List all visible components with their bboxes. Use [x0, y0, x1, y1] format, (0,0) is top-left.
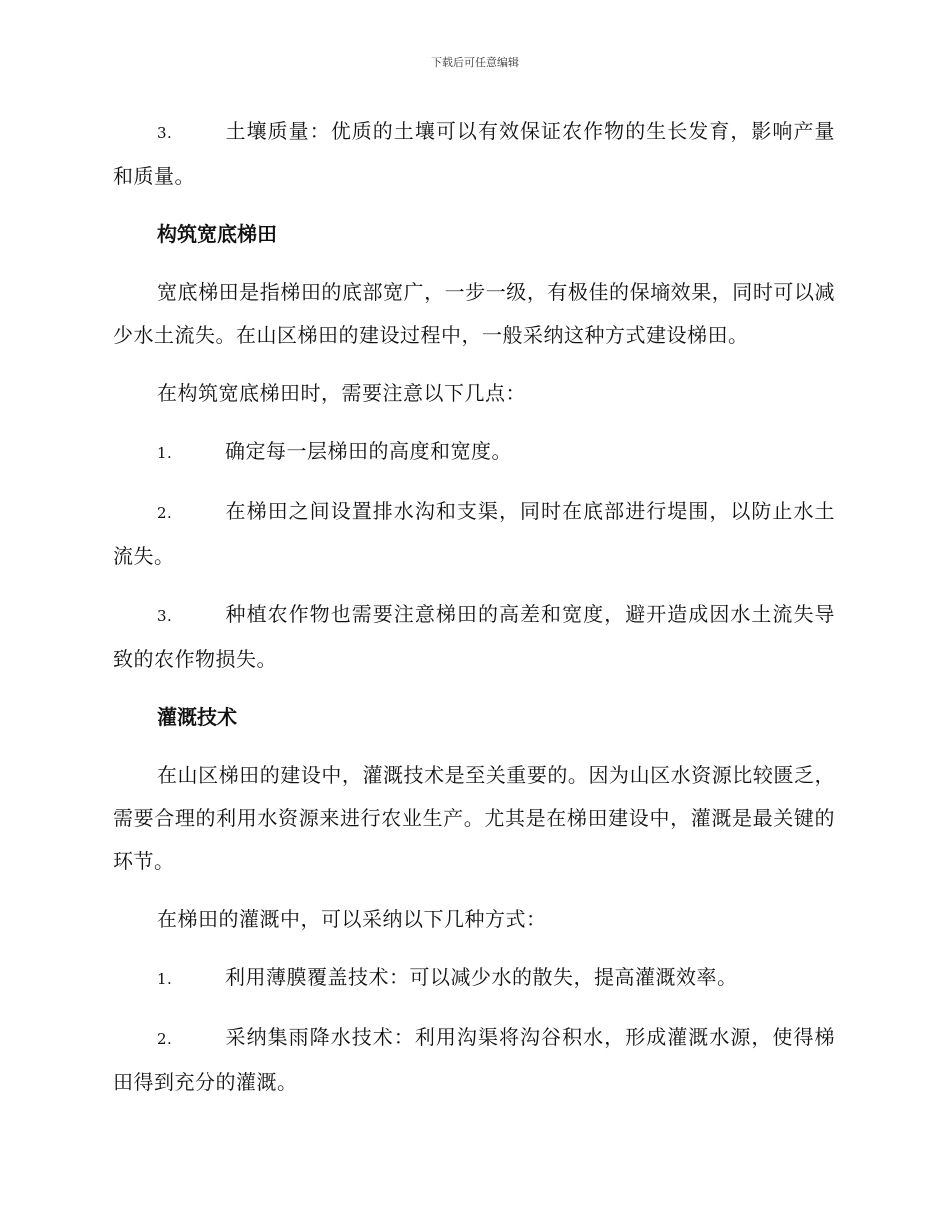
section-heading-irrigation: 灌溉技术 [157, 705, 237, 729]
list-number: 3. [157, 124, 173, 142]
list-number: 1. [157, 444, 173, 462]
list-item [113, 1016, 835, 1104]
list-number: 3. [157, 607, 173, 625]
list-text: 采纳集雨降水技术：利用沟渠将沟谷积水，形成灌溉水源，使得梯田得到充分的灌溉。 [113, 1025, 835, 1094]
paragraph: 在山区梯田的建设中，灌溉技术是至关重要的。因为山区水资源比较匮乏，需要合理的利用水资源来进行农业生产。尤其是在梯田建设中，灌溉是最关键的环节。 [113, 763, 835, 873]
list-number: 2. [157, 1030, 173, 1048]
list-number: 1. [157, 970, 173, 988]
document-body [113, 110, 835, 1119]
list-item [113, 956, 835, 1001]
list-number: 2. [157, 504, 173, 522]
list-text: 确定每一层梯田的高度和宽度。 [225, 439, 512, 463]
list-text: 种植农作物也需要注意梯田的高差和宽度，避开造成因水土流失导致的农作物损失。 [113, 602, 835, 671]
paragraph: 在构筑宽底梯田时，需要注意以下几点： [157, 381, 526, 405]
paragraph: 宽底梯田是指梯田的底部宽广，一步一级，有极佳的保墒效果，同时可以减少水土流失。在山区梯田的建设过程中，一般采纳这种方式建设梯田。 [113, 280, 835, 347]
list-item [113, 490, 835, 578]
list-item [113, 430, 835, 475]
paragraph: 在梯田的灌溉中，可以采纳以下几种方式： [157, 907, 547, 931]
list-item [113, 593, 835, 681]
section-heading-wide-terrace: 构筑宽底梯田 [157, 222, 277, 246]
list-text: 利用薄膜覆盖技术：可以减少水的散失，提高灌溉效率。 [225, 965, 738, 989]
list-item-soil-quality [113, 110, 835, 198]
list-text: 在梯田之间设置排水沟和支渠，同时在底部进行堤围，以防止水土流失。 [113, 499, 835, 568]
list-text: 土壤质量：优质的土壤可以有效保证农作物的生长发育，影响产量和质量。 [113, 119, 835, 188]
page-header: 下载后可任意编辑 [431, 56, 519, 69]
